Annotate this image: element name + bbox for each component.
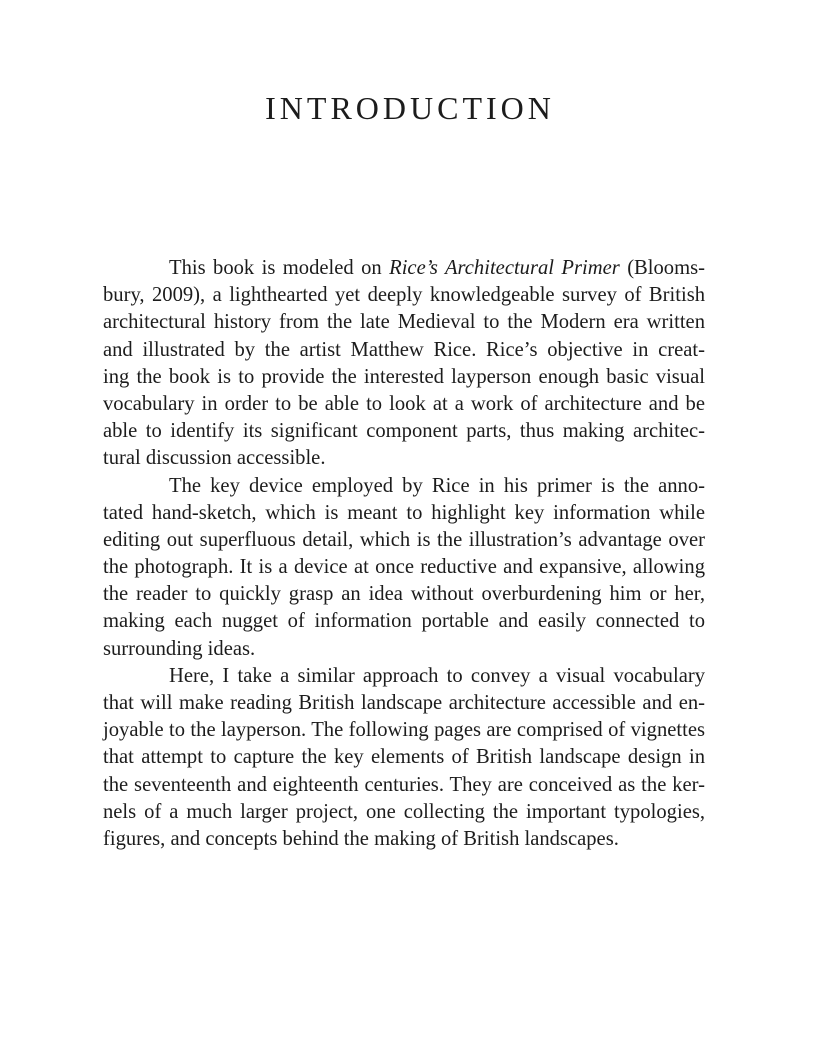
text-run: tural discussion accessible. <box>103 447 326 470</box>
book-title-italic: Rice’s Architectural Primer <box>389 257 620 279</box>
text-run: able to identify its significant component parts, thus making architec- <box>103 420 705 443</box>
text-run: the seventeenth and eighteenth centuries. They are conceived as the ker- <box>103 773 705 796</box>
text-line <box>103 527 705 554</box>
text-line <box>103 337 705 364</box>
text-line <box>103 826 705 853</box>
paragraph <box>103 473 705 663</box>
text-line <box>103 554 705 581</box>
paragraph <box>103 255 705 473</box>
text-run: tated hand-sketch, which is meant to highlight key information while <box>103 501 705 524</box>
text-line <box>103 500 705 527</box>
text-run: the photograph. It is a device at once reductive and expansive, allowing <box>103 556 705 579</box>
text-run: the reader to quickly grasp an idea without overburdening him or her, <box>103 583 705 606</box>
text-line <box>103 717 705 744</box>
text-run: surrounding ideas. <box>103 637 256 660</box>
text-line <box>103 364 705 391</box>
text-line <box>103 473 705 500</box>
paragraph <box>103 663 705 853</box>
page-title: INTRODUCTION <box>265 90 555 126</box>
text-run: and illustrated by the artist Matthew Rice. Rice’s objective in creat- <box>103 338 705 361</box>
text-run: bury, 2009), a lighthearted yet deeply knowledgeable survey of British <box>103 284 705 307</box>
text-run: figures, and concepts behind the making of British landscapes. <box>103 827 619 850</box>
text-line <box>103 772 705 799</box>
text-run: that attempt to capture the key elements of British landscape design in <box>103 746 705 769</box>
text-line <box>103 309 705 336</box>
text-line <box>103 799 705 826</box>
text-line <box>103 581 705 608</box>
text-run: ing the book is to provide the interested layperson enough basic visual <box>103 365 705 388</box>
text-run: The key device employed by Rice in his primer is the anno- <box>169 474 705 497</box>
text-line <box>103 255 705 282</box>
text-line <box>103 636 705 663</box>
text-line <box>103 744 705 771</box>
text-line <box>103 391 705 418</box>
text-run: editing out superfluous detail, which is the illustration’s advantage over <box>103 528 705 551</box>
text-run: vocabulary in order to be able to look at a work of architecture and be <box>103 392 705 415</box>
text-run: nels of a much larger project, one collecting the important typologies, <box>103 800 705 823</box>
body-text <box>103 255 705 853</box>
text-line <box>103 663 705 690</box>
text-line <box>103 608 705 635</box>
text-line <box>103 445 705 472</box>
text-line <box>103 282 705 309</box>
text-line <box>103 690 705 717</box>
text-run: joyable to the layperson. The following pages are comprised of vignettes <box>103 719 705 742</box>
text-run: This book is modeled on <box>169 257 390 279</box>
text-run: (Blooms- <box>619 257 705 279</box>
text-run: making each nugget of information portable and easily connected to <box>103 610 705 633</box>
text-run: that will make reading British landscape architecture accessible and en- <box>103 692 705 714</box>
text-line <box>103 418 705 445</box>
text-run: Here, I take a similar approach to convey a visual vocabulary <box>169 664 705 687</box>
text-run: architectural history from the late Medieval to the Modern era written <box>103 311 705 334</box>
